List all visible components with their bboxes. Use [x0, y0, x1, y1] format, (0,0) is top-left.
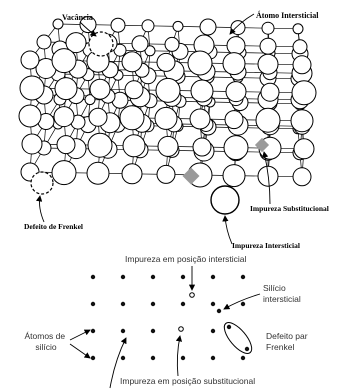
lattice-atom	[231, 21, 245, 35]
label-substitutional-impurity-position: Impureza em posição substitucional	[120, 376, 256, 386]
lattice-atom	[157, 53, 175, 71]
lattice-atom	[155, 107, 177, 129]
frenkel-pair-ellipse	[220, 318, 257, 357]
lattice-atom	[122, 164, 142, 184]
silicon-atom-dot	[91, 302, 95, 306]
lattice-atom	[55, 78, 77, 100]
lattice-atom	[227, 37, 245, 55]
substitutional-impurity-atom-2d	[179, 327, 184, 332]
label-interstitial-impurity: Impureza Intersticial	[232, 241, 300, 250]
lattice-atom	[224, 136, 248, 160]
lattice-atom	[188, 51, 212, 75]
lattice-atom	[157, 165, 175, 183]
arrow-interstitial-impurity	[225, 216, 232, 244]
lattice-atom	[142, 20, 154, 32]
silicon-atom-dot	[121, 275, 125, 279]
label-silicon-interstitial-line2: intersticial	[263, 294, 301, 304]
lattice-atom	[123, 135, 145, 157]
lattice-atom	[88, 133, 112, 157]
lattice-atom	[156, 78, 180, 102]
lattice-atom	[125, 81, 143, 99]
lattice-atom	[293, 168, 311, 186]
arrow-silicon-atoms-a	[70, 330, 90, 340]
silicon-atom-dot	[151, 302, 155, 306]
lattice-atom	[200, 19, 216, 35]
label-vacancy: Vacância	[62, 13, 93, 22]
lattice-atom	[190, 109, 210, 129]
lattice-atom	[158, 136, 178, 156]
lattice-atom	[165, 37, 179, 51]
lattice-atom	[261, 83, 279, 101]
lattice-atom	[20, 76, 44, 100]
lattice-atom	[260, 38, 276, 54]
lattice-atom	[291, 110, 313, 132]
lattice-atom	[57, 136, 75, 154]
label-substitutional-impurity: Impureza Substitucional	[250, 204, 329, 213]
silicon-atom-dot	[91, 275, 95, 279]
silicon-atom-dot	[151, 356, 155, 360]
silicon-atom-dot	[181, 356, 185, 360]
label-interstitial-atom: Átomo Intersticial	[256, 11, 319, 20]
lattice-atom	[256, 108, 280, 132]
silicon-atom-dot	[151, 275, 155, 279]
lattice-atom	[19, 105, 41, 127]
label-silicon-interstitial-line1: Silício	[263, 283, 286, 293]
silicon-atom-dot	[181, 275, 185, 279]
lattice-atom	[173, 21, 183, 31]
label-silicon-atoms-line2: silício	[35, 342, 57, 352]
vacancy-site	[89, 32, 113, 56]
label-frenkel-pair	[266, 331, 310, 352]
label-silicon-interstitial	[263, 283, 301, 304]
silicon-atom-dot	[211, 275, 215, 279]
lattice-atom	[120, 106, 144, 130]
silicon-atom-dot	[121, 302, 125, 306]
lattice-atom	[52, 161, 76, 185]
lattice-atom	[54, 107, 74, 127]
label-interstitial-impurity-position: Impureza em posição intersticial	[125, 254, 247, 264]
lattice-atom	[122, 52, 142, 72]
crystal-lattice-3d	[19, 17, 316, 187]
arrow-silicon-interstitial	[224, 294, 260, 309]
lattice-atom	[226, 82, 246, 102]
lattice-atom	[293, 40, 307, 54]
label-silicon-atoms	[24, 331, 67, 352]
silicon-atom-dot	[91, 356, 95, 360]
lattice-atom	[22, 134, 42, 154]
lattice-atom	[87, 162, 109, 184]
silicon-atom-dot	[211, 329, 215, 333]
silicon-atom-dot	[211, 356, 215, 360]
lattice-atom	[193, 138, 211, 156]
lattice-atom	[223, 53, 245, 75]
lattice-atom	[262, 22, 274, 34]
silicon-atom-dot	[241, 302, 245, 306]
lattice-atom	[293, 56, 311, 74]
label-frenkel-defect: Defeito de Frenkel	[24, 222, 84, 231]
silicon-lattice-2d	[91, 275, 245, 360]
silicon-atom-dot	[241, 275, 245, 279]
silicon-atom-dot	[241, 356, 245, 360]
interstitial-impurity-atom	[211, 186, 239, 214]
lattice-atom	[90, 79, 110, 99]
lattice-atom	[191, 80, 213, 102]
silicon-atom-dot	[211, 302, 215, 306]
silicon-atom-dot	[181, 302, 185, 306]
label-frenkel-pair-line2: Frenkel	[266, 342, 295, 352]
silicon-interstitial-atom	[217, 309, 221, 313]
arrow-substitutional-impurity-position-b	[177, 336, 180, 376]
lattice-atom	[293, 24, 303, 34]
label-frenkel-pair-line1: Defeito par	[266, 331, 308, 341]
silicon-atom-dot	[121, 329, 125, 333]
silicon-atom-dot	[91, 329, 95, 333]
silicon-atom-dot	[151, 329, 155, 333]
lattice-atom	[132, 36, 148, 52]
lattice-atom	[225, 111, 243, 129]
lattice-atom	[258, 54, 278, 74]
label-silicon-atoms-line1: Átomos de	[24, 331, 66, 341]
lattice-atom	[52, 49, 76, 73]
lattice-atom	[37, 35, 51, 49]
frenkel-defect-site	[31, 172, 53, 194]
silicon-atom-dot	[121, 356, 125, 360]
arrow-silicon-atoms-b	[70, 344, 90, 358]
interstitial-impurity-atom-2d	[190, 293, 195, 298]
arrow-frenkel-defect	[40, 196, 45, 222]
lattice-atom	[292, 81, 316, 105]
lattice-atom	[89, 108, 107, 126]
lattice-atom	[223, 165, 245, 187]
lattice-atom	[111, 18, 125, 32]
lattice-atom	[294, 139, 314, 159]
lattice-atom	[21, 51, 39, 69]
